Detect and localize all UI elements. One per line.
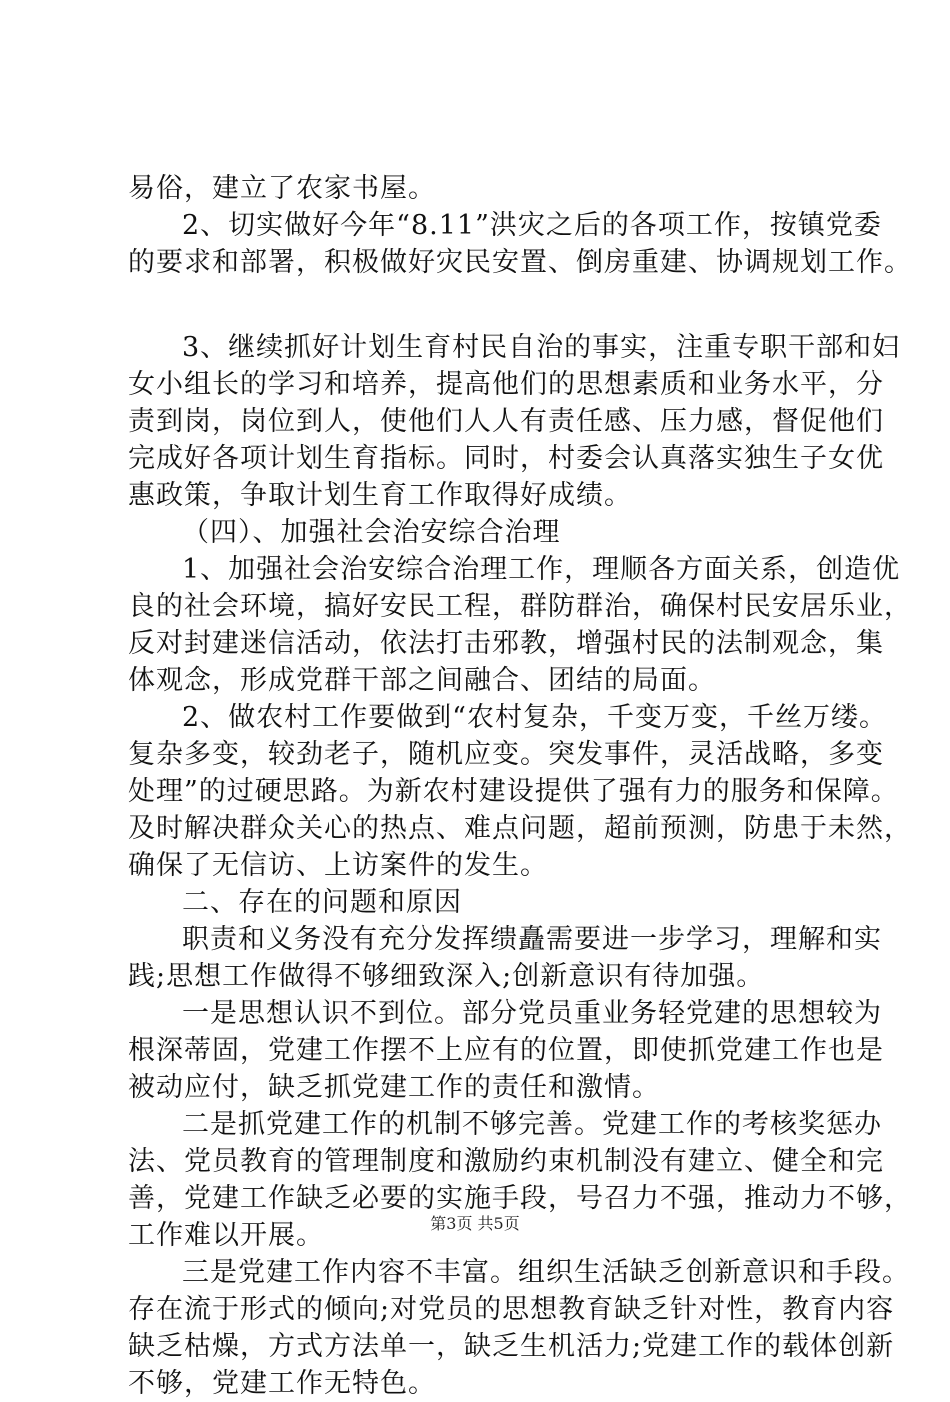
paragraph-line: 践;思想工作做得不够细致深入;创新意识有待加强。 xyxy=(128,961,765,992)
paragraph-line: 复杂多变，较劲老子，随机应变。突发事件，灵活战略，多变 xyxy=(128,739,884,770)
paragraph-line: 处理”的过硬思路。为新农村建设提供了强有力的服务和保障。 xyxy=(128,776,899,807)
paragraph-line: 二是抓党建工作的机制不够完善。党建工作的考核奖惩办 xyxy=(182,1109,882,1140)
paragraph-line: 存在流于形式的倾向;对党员的思想教育缺乏针对性，教育内容 xyxy=(128,1294,895,1325)
paragraph-line: 的要求和部署，积极做好灾民安置、倒房重建、协调规划工作。 xyxy=(128,247,912,278)
paragraph-line: 良的社会环境，搞好安民工程，群防群治，确保村民安居乐业， xyxy=(128,591,912,622)
section-heading: （四）、加强社会治安综合治理 xyxy=(182,517,561,548)
paragraph-line: 不够，党建工作无特色。 xyxy=(128,1368,436,1399)
paragraph-line: 易俗，建立了农家书屋。 xyxy=(128,173,436,204)
paragraph-line: 及时解决群众关心的热点、难点问题，超前预测，防患于未然， xyxy=(128,813,912,844)
paragraph-line: 2、切实做好今年“8.11”洪灾之后的各项工作，按镇党委 xyxy=(182,210,882,241)
paragraph-line: 2、做农村工作要做到“农村复杂，千变万变，千丝万缕。 xyxy=(182,702,887,733)
paragraph-line: 工作难以开展。 xyxy=(128,1220,324,1251)
paragraph-line: 一是思想认识不到位。部分党员重业务轻党建的思想较为 xyxy=(182,998,882,1029)
paragraph-line: 法、党员教育的管理制度和激励约束机制没有建立、健全和完 xyxy=(128,1146,884,1177)
paragraph-line: 确保了无信访、上访案件的发生。 xyxy=(128,850,548,881)
paragraph-line: 1、加强社会治安综合治理工作，理顺各方面关系，创造优 xyxy=(182,554,901,585)
paragraph-line: 责到岗，岗位到人，使他们人人有责任感、压力感，督促他们 xyxy=(128,406,884,437)
paragraph-line: 3、继续抓好计划生育村民自治的事实，注重专职干部和妇 xyxy=(182,332,901,363)
paragraph-line: 根深蒂固，党建工作摆不上应有的位置，即使抓党建工作也是 xyxy=(128,1035,884,1066)
paragraph-line: 善，党建工作缺乏必要的实施手段，号召力不强，推动力不够， xyxy=(128,1183,912,1214)
paragraph-line: 完成好各项计划生育指标。同时，村委会认真落实独生子女优 xyxy=(128,443,884,474)
paragraph-line: 被动应付，缺乏抓党建工作的责任和激情。 xyxy=(128,1072,660,1103)
paragraph-line: 惠政策，争取计划生育工作取得好成绩。 xyxy=(128,480,632,511)
paragraph-line: 体观念，形成党群干部之间融合、团结的局面。 xyxy=(128,665,716,696)
paragraph-line: 女小组长的学习和培养，提高他们的思想素质和业务水平，分 xyxy=(128,369,884,400)
paragraph-gap xyxy=(128,281,848,329)
paragraph-line: 反对封建迷信活动，依法打击邪教，增强村民的法制观念，集 xyxy=(128,628,884,659)
page-number-footer: 第3页 共5页 xyxy=(430,1214,520,1233)
section-heading: 二、存在的问题和原因 xyxy=(182,887,462,918)
paragraph-line: 职责和义务没有充分发挥缋矗需要进一步学习，理解和实 xyxy=(182,924,882,955)
paragraph-line: 三是党建工作内容不丰富。组织生活缺乏创新意识和手段。 xyxy=(182,1257,910,1288)
paragraph-line: 缺乏枯燥，方式方法单一，缺乏生机活力;党建工作的载体创新 xyxy=(128,1331,895,1362)
